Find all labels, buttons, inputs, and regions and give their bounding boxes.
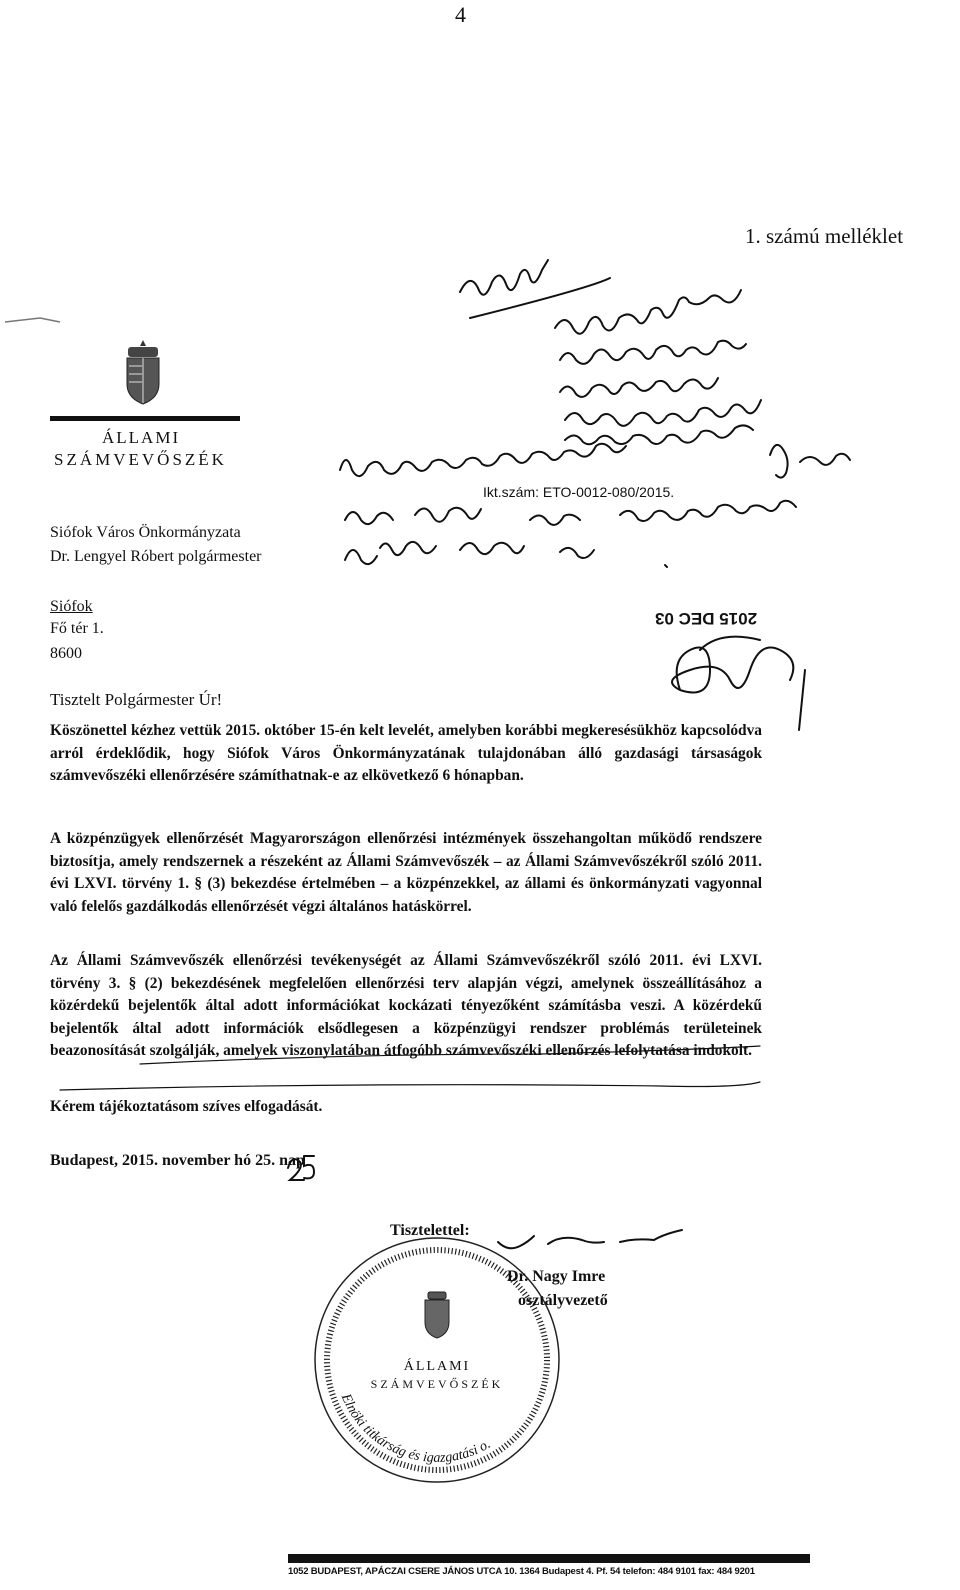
- seal-ring-text: Elnöki titkárság és igazgatási o.: [337, 1391, 494, 1466]
- letterhead-rule: [50, 416, 240, 421]
- salutation: Tisztelt Polgármester Úr!: [50, 690, 223, 709]
- coat-of-arms-icon: [127, 340, 159, 404]
- recipient-line1: Siófok Város Önkormányzata: [50, 524, 241, 541]
- body-paragraph-2: A közpénzügyek ellenőrzését Magyarországon ellenőrzési intézmények összehangoltan működő rendszere biztosítja, amely rendszernek a részeként az Állami Számvevőszék – az Állami Számvevőszékről szóló 2011. évi LXVI. törvény 1. § (3) bekezdése értelmében – a közpénzekkel, az állami és önkormányzati vagyonnal való felelős gazdálkodás ellenőrzését végzi általános hatáskörrel.: [50, 830, 762, 915]
- letterhead-org-line1: ÁLLAMI: [102, 428, 181, 447]
- closing-line: Kérem tájékoztatásom szíves elfogadását.: [50, 1098, 323, 1115]
- body-paragraph-3: Az Állami Számvevőszék ellenőrzési tevékenységét az Állami Számvevőszékről szóló 2011. évi LXVI. törvény 3. § (2) bekezdésének megfelelően ellenőrzési terv alapján végzi, amelynek összeállításához a közérdekű bejelentők által adott információkat kockázati tényezőként számításba veszi. A közérdekű bejelentők által adott információk elsődlegesen a közpénzügyi rendszer problémás területeinek beazonosítását szolgálják, amelyek viszonylatában átfogóbb számvevőszéki ellenőrzés lefolytatása indokolt.: [50, 952, 762, 1059]
- seal-center-line1: ÁLLAMI: [403, 1359, 471, 1374]
- recipient-street: Fő tér 1.: [50, 620, 104, 637]
- regards-label: Tisztelettel:: [390, 1222, 470, 1239]
- signer-title: osztályvezető: [518, 1292, 608, 1309]
- date-line: Budapest, 2015. november hó 25. nap: [50, 1152, 305, 1169]
- recipient-zip: 8600: [50, 645, 82, 662]
- recipient-line2: Dr. Lengyel Róbert polgármester: [50, 548, 262, 565]
- seal-center-line2: SZÁMVEVŐSZÉK: [370, 1377, 504, 1391]
- footer-bar: [288, 1554, 810, 1563]
- page-number: 4: [455, 2, 466, 27]
- recipient-city: Siófok: [50, 598, 93, 615]
- received-stamp: 2015 DEC 03: [655, 609, 758, 628]
- footer-address: 1052 BUDAPEST, APÁCZAI CSERE JÁNOS UTCA 10. 1364 Budapest 4. Pf. 54 telefon: 484 9101 fax: 484 9201: [288, 1566, 755, 1577]
- annex-label: 1. számú melléklet: [745, 224, 904, 248]
- letterhead-org-line2: SZÁMVEVŐSZÉK: [54, 450, 227, 469]
- reference-number: Ikt.szám: ETO-0012-080/2015.: [483, 484, 675, 500]
- signer-name: Dr. Nagy Imre: [507, 1268, 606, 1285]
- body-paragraph-1: Köszönettel kézhez vettük 2015. október 15-én kelt levelét, amelyben korábbi megkeresésükhöz kapcsolódva arról érdeklődik, hogy Siófok Város Önkormányzatának tulajdonában álló gazdasági társaságok számvevőszéki ellenőrzésére számíthatnak-e az elkövetkező 6 hónapban.: [50, 722, 762, 784]
